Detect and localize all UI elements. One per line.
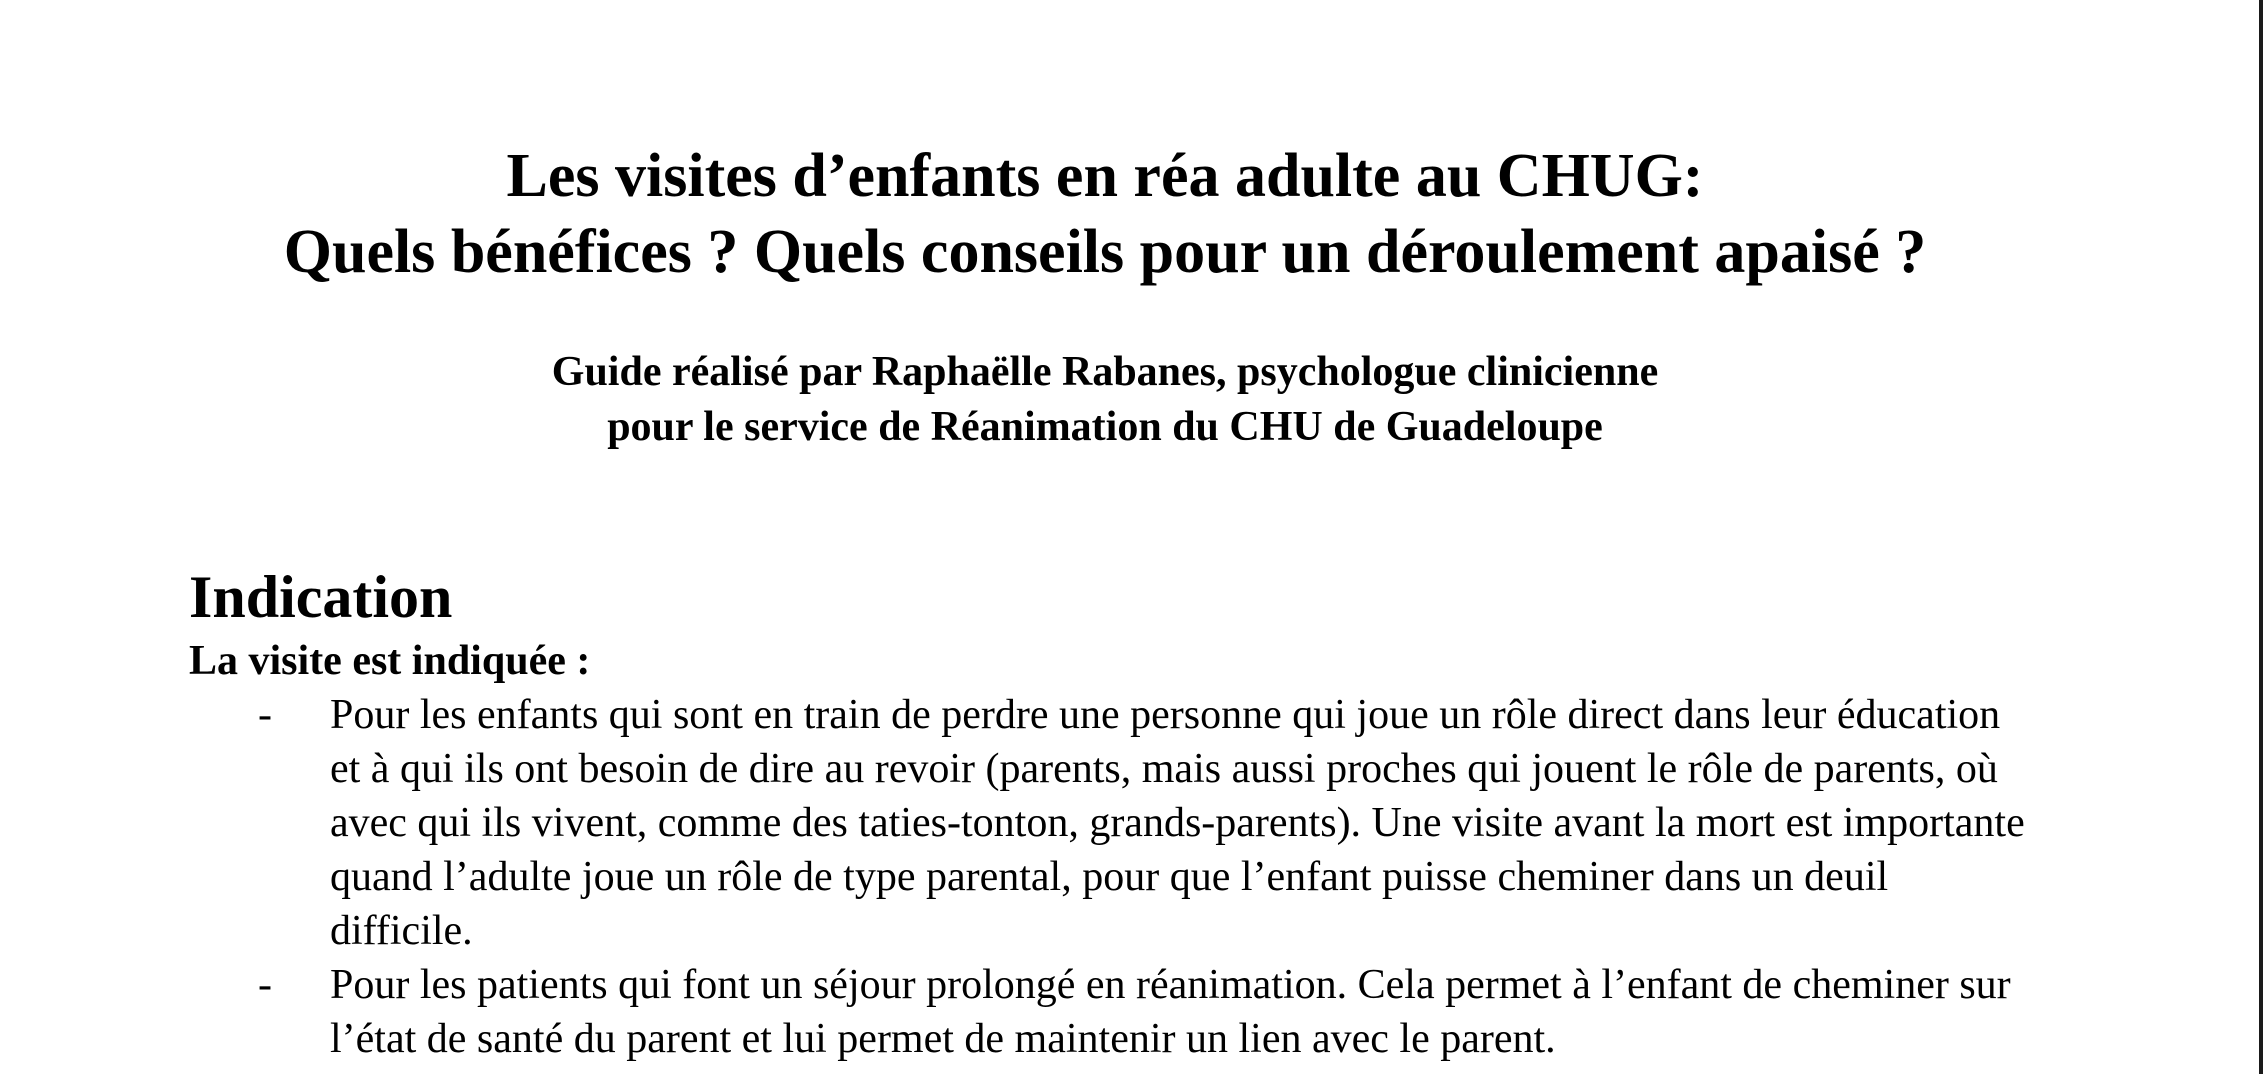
bullet-list: [0, 688, 2263, 1066]
bullet-marker: -: [258, 962, 272, 1008]
document-subtitle: [0, 345, 2210, 455]
subtitle-line-2: pour le service de Réanimation du CHU de Guadeloupe: [607, 404, 1603, 450]
title-line-2: Quels bénéfices ? Quels conseils pour un déroulement apaisé ?: [283, 218, 1927, 286]
bullet-text: Pour les patients qui font un séjour prolongé en réanimation. Cela permet à l’enfant de cheminer sur l’état de santé du parent et lui permet de maintenir un lien avec le parent.: [330, 962, 2011, 1062]
list-item: [0, 688, 2263, 958]
bullet-marker: -: [258, 692, 272, 738]
document-title: [0, 138, 2210, 290]
section-heading: Indication: [189, 564, 453, 630]
subtitle-line-1: Guide réalisé par Raphaëlle Rabanes, psychologue clinicienne: [551, 349, 1659, 395]
title-line-1: Les visites d’enfants en réa adulte au CHUG:: [506, 142, 1704, 210]
section-lead: La visite est indiquée :: [189, 638, 591, 684]
bullet-text: Pour les enfants qui sont en train de perdre une personne qui joue un rôle direct dans leur éducation et à qui ils ont besoin de dire au revoir (parents, mais aussi proches qui jouent le rôle de parents, où avec qui ils vivent, comme des taties-tonton, grands-parents). Une visite avant la mort est importante quand l’adulte joue un rôle de type parental, pour que l’enfant puisse cheminer dans un deuil difficile.: [330, 692, 2025, 954]
list-item: [0, 958, 2263, 1066]
